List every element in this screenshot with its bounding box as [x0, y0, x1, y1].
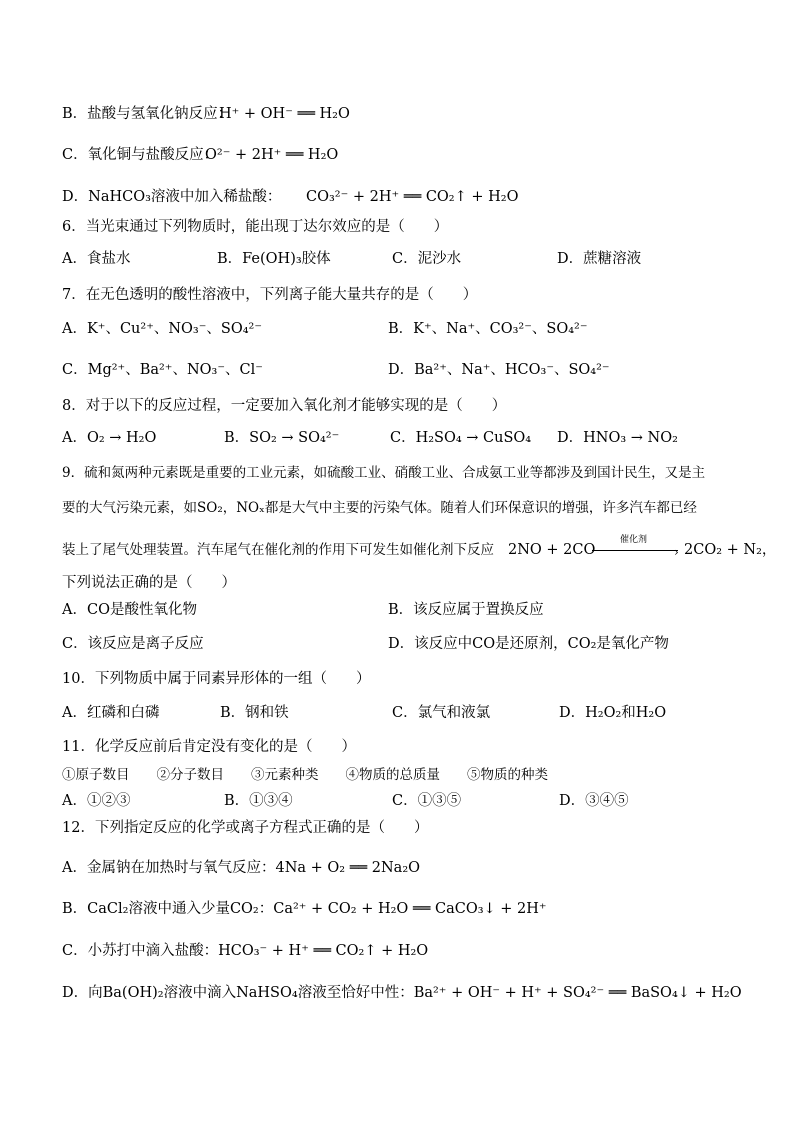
- q7-option-c[interactable]: C．Mg²⁺、Ba²⁺、NO₃⁻、Cl⁻: [62, 362, 263, 378]
- q7-option-d[interactable]: D．Ba²⁺、Na⁺、HCO₃⁻、SO₄²⁻: [388, 362, 610, 378]
- q9-equation-condition: 催化剂: [620, 535, 648, 545]
- q8-option-c[interactable]: C．H₂SO₄ → CuSO₄: [390, 430, 532, 446]
- q12-stem-text: 12．下列指定反应的化学或离子方程式正确的是（ ）: [62, 820, 429, 836]
- q6-option-c[interactable]: C．泥沙水: [392, 251, 462, 267]
- q10-option-c[interactable]: C．氯气和液氯: [392, 705, 491, 721]
- q11-option-b[interactable]: B．①③④: [224, 793, 293, 809]
- q6-option-a[interactable]: A．食盐水: [62, 251, 131, 267]
- q6-option-b[interactable]: B．Fe(OH)₃胶体: [217, 251, 331, 267]
- q12-option-d[interactable]: D．向Ba(OH)₂溶液中滴入NaHSO₄溶液至恰好中性：Ba²⁺ + OH⁻ + H⁺ + SO₄²⁻ ══ BaSO₄↓ + H₂O: [62, 985, 742, 1001]
- q6-option-d[interactable]: D．蔗糖溶液: [557, 251, 642, 267]
- q5-option-b-text: B．盐酸与氢氧化钠反应：: [62, 106, 233, 122]
- q10-stem-text: 10．下列物质中属于同素异形体的一组（ ）: [62, 671, 371, 687]
- q10-option-b[interactable]: B．钢和铁: [220, 705, 289, 721]
- q5-option-c-text: C．氧化铜与盐酸反应：: [62, 147, 219, 163]
- q9-equation-right: 2CO₂ + N₂，: [684, 542, 777, 558]
- q10-option-a[interactable]: A．红磷和白磷: [62, 705, 160, 721]
- arrow-line: [592, 550, 678, 551]
- q11-items-text: ①原子数目 ②分子数目 ③元素种类 ④物质的总质量 ⑤物质的种类: [62, 767, 548, 783]
- q8-option-d[interactable]: D．HNO₃ → NO₂: [557, 430, 678, 446]
- q11-option-d[interactable]: D．③④⑤: [559, 793, 629, 809]
- q9-stem-line1-text: 9．硫和氮两种元素既是重要的工业元素，如硫酸工业、硝酸工业、合成氨工业等都涉及到国计民生，又是主: [62, 465, 706, 481]
- q11-stem-text: 11．化学反应前后肯定没有变化的是（ ）: [62, 739, 356, 755]
- arrow-head-icon: ›: [674, 545, 679, 559]
- q12-option-b[interactable]: B．CaCl₂溶液中通入少量CO₂：Ca²⁺ + CO₂ + H₂O ══ CaCO₃↓ + 2H⁺: [62, 901, 547, 917]
- q9-option-c[interactable]: C．该反应是离子反应: [62, 636, 204, 652]
- q5-option-c-equation: O²⁻ + 2H⁺ ══ H₂O: [205, 147, 339, 163]
- q9-stem-line3-text: 装上了尾气处理装置。汽车尾气在催化剂的作用下可发生如催化剂下反应: [62, 542, 494, 558]
- q12-option-c[interactable]: C．小苏打中滴入盐酸：HCO₃⁻ + H⁺ ══ CO₂↑ + H₂O: [62, 943, 429, 959]
- q11-option-a[interactable]: A．①②③: [62, 793, 131, 809]
- q8-stem-text: 8．对于以下的反应过程，一定要加入氧化剂才能够实现的是（ ）: [62, 398, 507, 414]
- q9-equation-left: 2NO + 2CO: [508, 542, 596, 558]
- q10-option-d[interactable]: D．H₂O₂和H₂O: [559, 705, 667, 721]
- q5-option-d-text: D．NaHCO₃溶液中加入稀盐酸：: [62, 189, 282, 205]
- q9-stem-line4-text: 下列说法正确的是（ ）: [62, 575, 236, 591]
- q12-option-a[interactable]: A．金属钠在加热时与氧气反应：4Na + O₂ ══ 2Na₂O: [62, 860, 421, 876]
- q7-option-a[interactable]: A．K⁺、Cu²⁺、NO₃⁻、SO₄²⁻: [62, 321, 262, 337]
- q7-stem-text: 7．在无色透明的酸性溶液中，下列离子能大量共存的是（ ）: [62, 287, 478, 303]
- q9-option-b[interactable]: B．该反应属于置换反应: [388, 602, 544, 618]
- q9-option-a[interactable]: A．CO是酸性氧化物: [62, 602, 197, 618]
- q9-stem-line2-text: 要的大气污染元素，如SO₂，NOₓ都是大气中主要的污染气体。随着人们环保意识的增强，许多汽车都已经: [62, 500, 697, 516]
- q6-stem-text: 6．当光束通过下列物质时，能出现丁达尔效应的是（ ）: [62, 219, 449, 235]
- q11-option-c[interactable]: C．①③⑤: [392, 793, 462, 809]
- q5-option-b-equation: H⁺ + OH⁻ ══ H₂O: [219, 106, 350, 122]
- q7-option-b[interactable]: B．K⁺、Na⁺、CO₃²⁻、SO₄²⁻: [388, 321, 588, 337]
- q8-option-a[interactable]: A．O₂ → H₂O: [62, 430, 157, 446]
- q8-option-b[interactable]: B．SO₂ → SO₄²⁻: [224, 430, 340, 446]
- q5-option-d-equation: CO₃²⁻ + 2H⁺ ══ CO₂↑ + H₂O: [306, 189, 519, 205]
- q9-option-d[interactable]: D．该反应中CO是还原剂，CO₂是氧化产物: [388, 636, 669, 652]
